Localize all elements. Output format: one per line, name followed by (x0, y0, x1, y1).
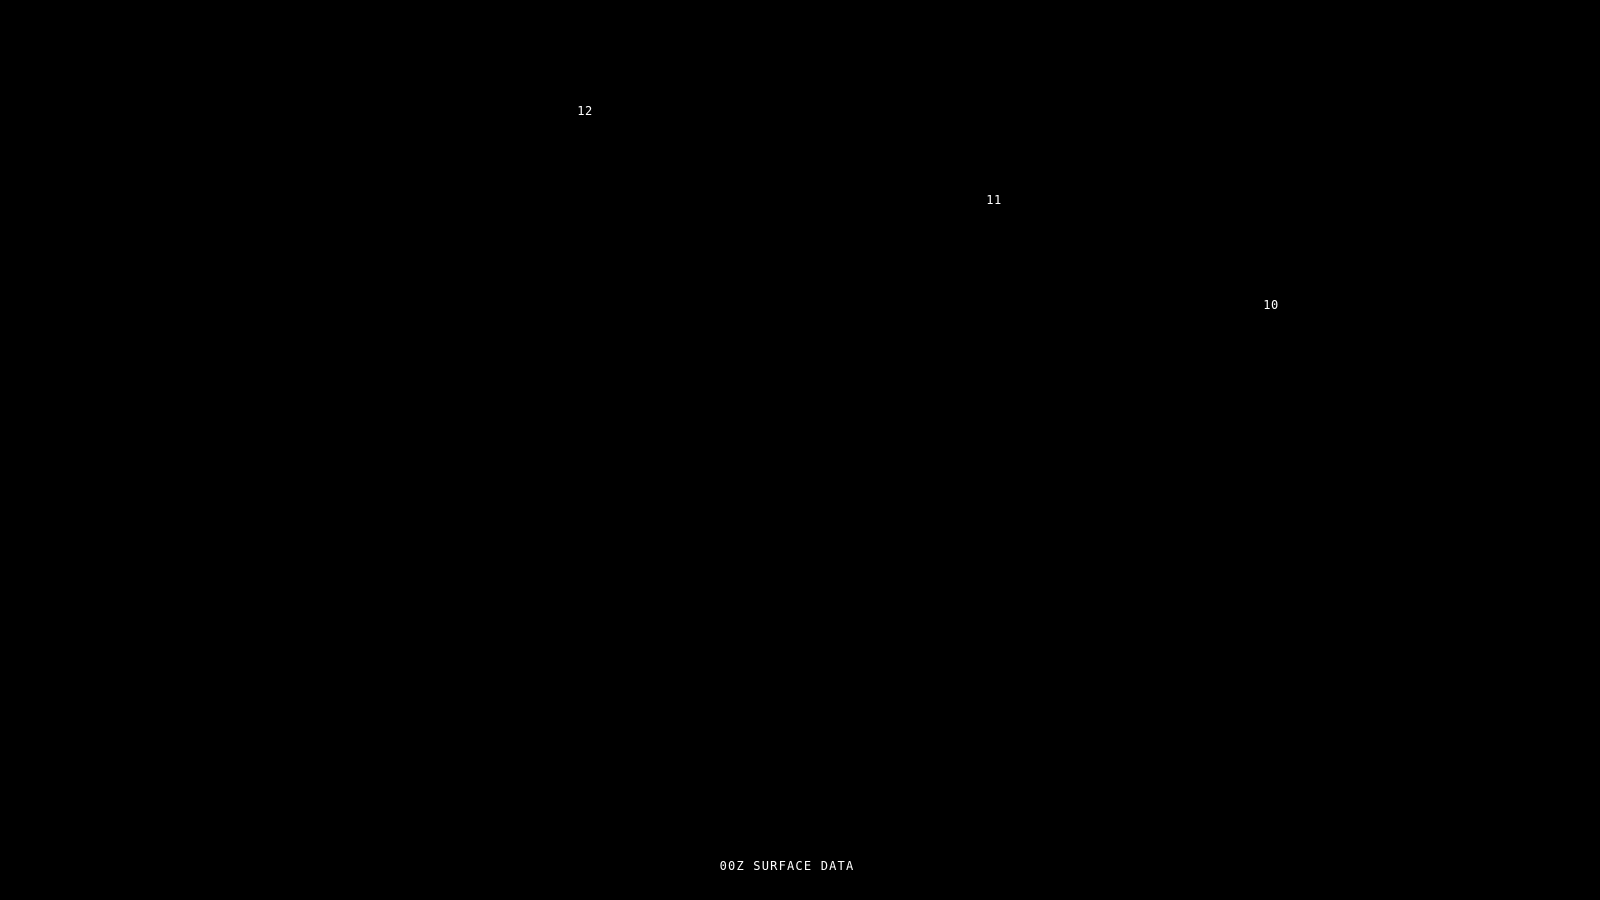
contour-label-12: 12 (577, 104, 593, 118)
contour-label-11: 11 (986, 193, 1002, 207)
contour-label-10: 10 (1263, 298, 1279, 312)
chart-caption: 00Z SURFACE DATA (719, 859, 855, 873)
